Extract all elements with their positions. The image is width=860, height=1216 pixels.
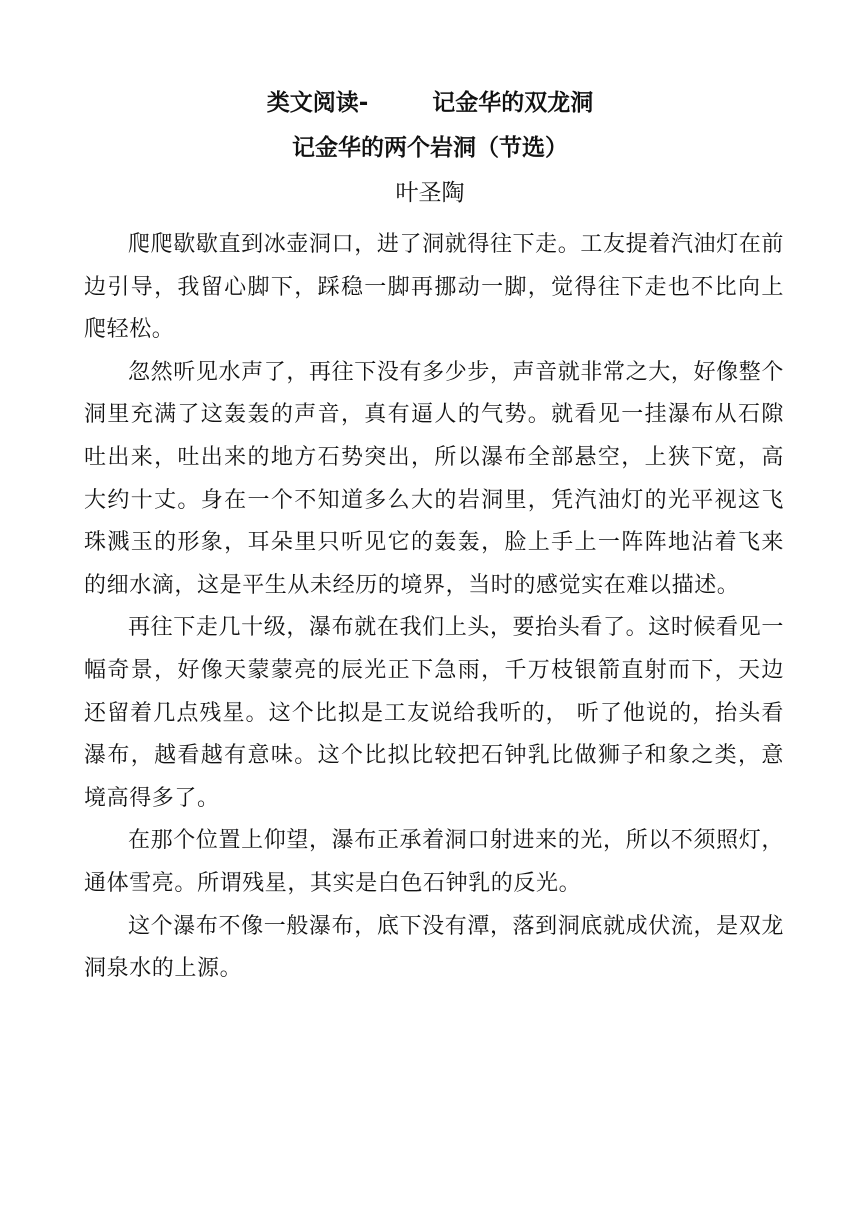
paragraph-1: 爬爬歇歇直到冰壶洞口，进了洞就得往下走。工友提着汽油灯在前边引导，我留心脚下，踩稳一脚再挪动一脚，觉得往下走也不比向上爬轻松。 [84, 232, 784, 343]
paragraph-4: 在那个位置上仰望，瀑布正承着洞口射进来的光，所以不须照灯，通体雪亮。所谓残星，其实是白色石钟乳的反光。 [84, 828, 784, 896]
paragraph-3: 再往下走几十级，瀑布就在我们上头，要抬头看了。这时候看见一幅奇景，好像天蒙蒙亮的辰光正下急雨，千万枝银箭直射而下，天边还留着几点残星。这个比拟是工友说给我听的， 听了他说的，抬头看瀑布，越看越有意味。这个比拟比较把石钟乳比做狮子和象之类，意境高得多了。 [84, 615, 784, 811]
paragraph-2: 忽然听见水声了，再往下没有多少步，声音就非常之大，好像整个洞里充满了这轰轰的声音，真有逼人的气势。就看见一挂瀑布从石隙吐出来，吐出来的地方石势突出，所以瀑布全部悬空，上狭下宽，高大约十丈。身在一个不知道多么大的岩洞里，凭汽油灯的光平视这飞珠溅玉的形象，耳朵里只听见它的轰轰，脸上手上一阵阵地沾着飞来的细水滴，这是平生从未经历的境界，当时的感觉实在难以描述。 [84, 359, 784, 598]
paragraph-5: 这个瀑布不像一般瀑布，底下没有潭，落到洞底就成伏流，是双龙洞泉水的上源。 [84, 913, 784, 982]
section-title: 类文阅读- 记金华的双龙洞 [266, 90, 594, 116]
article-body [84, 224, 784, 991]
author-name: 叶圣陶 [395, 180, 465, 206]
article-title: 记金华的两个岩洞（节选） [292, 135, 568, 161]
